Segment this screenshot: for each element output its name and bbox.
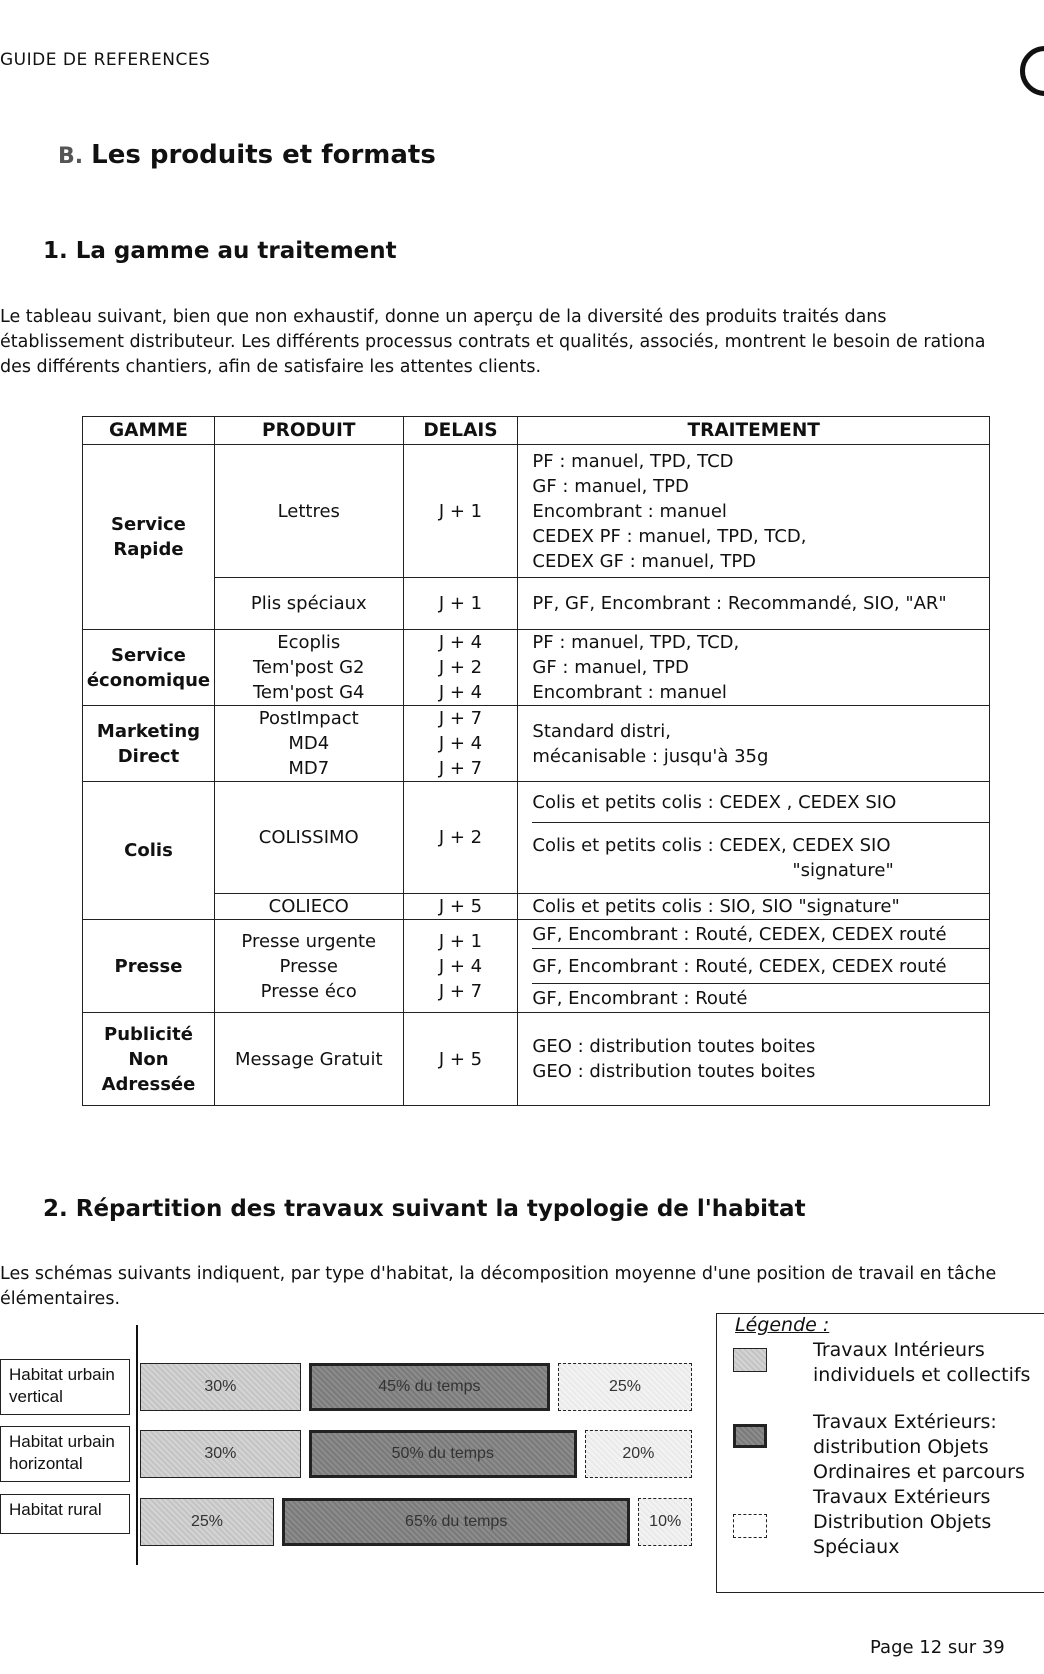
part1-paragraph-line: établissement distributeur. Les différents processus contrats et qualités, associés, montrent le besoin de rationa [0, 332, 986, 352]
traitement-block [532, 983, 989, 1012]
cell-produit [214, 706, 403, 782]
cell-line: CEDEX PF : manuel, TPD, TCD, [532, 525, 807, 547]
cell-line: Presse urgente [241, 930, 377, 952]
cell-line: J + 4 [438, 733, 483, 754]
cell-line: Service [111, 514, 186, 535]
section-letter: B. [58, 144, 84, 169]
products-table [82, 416, 990, 1106]
cell-line: PostImpact [258, 708, 359, 729]
legend-line: individuels et collectifs [813, 1364, 1031, 1386]
traitement-block [532, 591, 989, 616]
cell-line: GF : manuel, TPD [532, 657, 689, 678]
traitement-block [532, 894, 989, 919]
cell-line: J + 7 [438, 708, 483, 729]
cell-gamme [83, 920, 215, 1013]
cell-line: MD4 [288, 733, 330, 754]
cell-produit [214, 782, 403, 894]
cell-gamme [83, 630, 215, 706]
cell-produit [214, 1013, 403, 1106]
cell-line: Tem'post G2 [253, 657, 365, 678]
cell-line: Colis et petits colis : CEDEX, CEDEX SIO [532, 835, 891, 856]
cell-produit [214, 894, 403, 920]
cell-line: GF, Encombrant : Routé, CEDEX, CEDEX routé [532, 955, 947, 977]
header-title: GUIDE DE REFERENCES [0, 50, 211, 70]
traitement-block [532, 719, 989, 769]
cell-line: Publicité [104, 1023, 193, 1045]
cell-line: J + 1 [438, 593, 483, 614]
cell-line: J + 4 [438, 632, 483, 653]
bar-segment: 25% [140, 1498, 274, 1546]
section-title [58, 140, 436, 170]
table-header-row [83, 417, 990, 445]
legend-line: Travaux Extérieurs: [813, 1411, 997, 1433]
traitement-block [532, 630, 989, 705]
table-row [83, 706, 990, 782]
cell-line: Adressée [101, 1073, 196, 1095]
table-row [83, 782, 990, 894]
cell-line: CEDEX GF : manuel, TPD [532, 550, 757, 572]
cell-line: GEO : distribution toutes boites [532, 1036, 816, 1057]
cell-line: PF : manuel, TPD, TCD [532, 450, 734, 472]
part2-paragraph-line: élémentaires. [0, 1289, 121, 1309]
cell-line: J + 4 [438, 955, 483, 977]
table-row [83, 1013, 990, 1106]
cell-traitement [518, 920, 990, 1013]
category-label: Habitat urbain horizontal [0, 1426, 130, 1482]
traitement-block [532, 948, 989, 983]
cell-gamme [83, 1013, 215, 1106]
part1-title: 1. La gamme au traitement [43, 238, 397, 264]
cell-line: Colis et petits colis : SIO, SIO "signature" [532, 896, 900, 917]
header-traitement: TRAITEMENT [518, 417, 990, 445]
cell-line: économique [86, 669, 211, 691]
cell-line: Lettres [277, 500, 340, 522]
legend-item-interieurs [813, 1338, 1030, 1388]
page-number: Page 12 sur 39 [870, 1637, 1005, 1658]
legend-line: Distribution Objets [813, 1511, 992, 1533]
cell-delai [403, 630, 518, 706]
cell-line: Presse [114, 955, 183, 977]
bar-segment: 30% [140, 1430, 301, 1478]
cell-line: J + 7 [438, 980, 483, 1002]
traitement-block [532, 1034, 989, 1084]
table-row [83, 578, 990, 630]
header-produit: PRODUIT [214, 417, 403, 445]
traitement-block [532, 920, 989, 948]
cell-line: Standard distri, [532, 720, 671, 742]
legend-line: distribution Objets [813, 1436, 989, 1458]
bar-segment: 10% [638, 1498, 692, 1546]
cell-line: mécanisable : jusqu'à 35g [532, 745, 769, 767]
part2-paragraph-line: Les schémas suivants indiquent, par type d'habitat, la décomposition moyenne d'une position de travail en tâche [0, 1264, 997, 1284]
legend-item-exterieurs-ordinaires [813, 1410, 1025, 1485]
header-gamme: GAMME [83, 417, 215, 445]
cell-line: PF : manuel, TPD, TCD, [532, 632, 740, 653]
chart-axis [136, 1325, 138, 1565]
table-row [83, 445, 990, 578]
cell-delai [403, 1013, 518, 1106]
legend-swatch-exterieurs-ordinaires [733, 1424, 767, 1448]
cell-line: Colis et petits colis : CEDEX , CEDEX SIO [532, 791, 897, 813]
cell-line: PF, GF, Encombrant : Recommandé, SIO, "AR" [532, 593, 947, 614]
legend-title: Légende : [735, 1314, 830, 1336]
traitement-block [532, 782, 989, 822]
cell-line: GEO : distribution toutes boites [532, 1061, 816, 1082]
traitement-block [532, 822, 989, 893]
cell-traitement [518, 578, 990, 630]
cell-line: Marketing [96, 720, 201, 742]
logo-icon [1020, 46, 1044, 96]
cell-traitement [518, 1013, 990, 1106]
traitement-block [532, 449, 989, 574]
cell-gamme [83, 445, 215, 630]
cell-delai [403, 445, 518, 578]
category-label: Habitat urbain vertical [0, 1359, 130, 1415]
legend-item-exterieurs-speciaux [813, 1485, 991, 1560]
part1-paragraph [0, 305, 1040, 380]
legend-line: Travaux Extérieurs [813, 1486, 991, 1508]
cell-line: Presse [279, 955, 338, 977]
cell-produit [214, 445, 403, 578]
section-title-text: Les produits et formats [91, 140, 436, 170]
cell-delai [403, 920, 518, 1013]
bar-segment: 25% [558, 1363, 692, 1411]
bar-segment: 30% [140, 1363, 301, 1411]
cell-line: J + 7 [438, 758, 483, 779]
cell-delai [403, 706, 518, 782]
cell-traitement [518, 782, 990, 894]
cell-line: J + 4 [438, 682, 483, 703]
cell-line: Tem'post G4 [253, 682, 365, 703]
cell-traitement [518, 706, 990, 782]
part2-paragraph [0, 1262, 1040, 1312]
cell-line: Plis spéciaux [250, 593, 367, 614]
cell-line: MD7 [288, 758, 330, 779]
bar-segment: 20% [585, 1430, 692, 1478]
legend-line: Spéciaux [813, 1536, 900, 1558]
legend [716, 1313, 1044, 1593]
cell-line: Presse éco [260, 980, 357, 1002]
cell-traitement [518, 630, 990, 706]
bar-segment: 45% du temps [309, 1363, 550, 1411]
cell-gamme [83, 706, 215, 782]
cell-line: GF : manuel, TPD [532, 475, 689, 497]
cell-line: COLISSIMO [258, 827, 359, 848]
cell-line: J + 5 [438, 1048, 483, 1070]
cell-line: J + 5 [438, 896, 483, 917]
cell-line: J + 2 [438, 657, 483, 678]
cell-line: Service [111, 644, 186, 666]
header-delais: DELAIS [403, 417, 518, 445]
part2-title: 2. Répartition des travaux suivant la typologie de l'habitat [43, 1196, 806, 1222]
cell-line: Message Gratuit [235, 1048, 383, 1070]
table-row [83, 920, 990, 1013]
bar-segment: 50% du temps [309, 1430, 577, 1478]
cell-line: GF, Encombrant : Routé [532, 987, 748, 1009]
cell-line: Direct [117, 745, 180, 767]
cell-line: J + 2 [438, 827, 483, 848]
cell-line: Colis [124, 840, 173, 861]
cell-line: Non [128, 1048, 169, 1070]
cell-line: Ecoplis [277, 632, 341, 653]
cell-gamme [83, 782, 215, 920]
cell-delai [403, 578, 518, 630]
cell-delai [403, 894, 518, 920]
cell-line: Encombrant : manuel [532, 682, 727, 703]
cell-traitement [518, 445, 990, 578]
table-row [83, 894, 990, 920]
legend-line: Travaux Intérieurs [813, 1339, 985, 1361]
cell-produit [214, 920, 403, 1013]
bar-segment: 65% du temps [282, 1498, 630, 1546]
cell-line: J + 1 [438, 930, 483, 952]
part1-paragraph-line: Le tableau suivant, bien que non exhaustif, donne un aperçu de la diversité des produits traités dans [0, 307, 887, 327]
cell-line: J + 1 [438, 500, 483, 522]
cell-line: COLIECO [268, 896, 349, 917]
cell-line: Encombrant : manuel [532, 500, 727, 522]
cell-line: GF, Encombrant : Routé, CEDEX, CEDEX routé [532, 923, 947, 945]
category-label: Habitat rural [0, 1494, 130, 1534]
cell-produit [214, 630, 403, 706]
legend-swatch-exterieurs-speciaux [733, 1514, 767, 1538]
cell-line: Rapide [113, 539, 184, 560]
legend-swatch-interieurs [733, 1348, 767, 1372]
table-row [83, 630, 990, 706]
part1-paragraph-line: des différents chantiers, afin de satisfaire les attentes clients. [0, 357, 542, 377]
legend-line: Ordinaires et parcours [813, 1461, 1025, 1483]
cell-traitement [518, 894, 990, 920]
cell-produit [214, 578, 403, 630]
cell-delai [403, 782, 518, 894]
cell-line: "signature" [792, 860, 894, 881]
